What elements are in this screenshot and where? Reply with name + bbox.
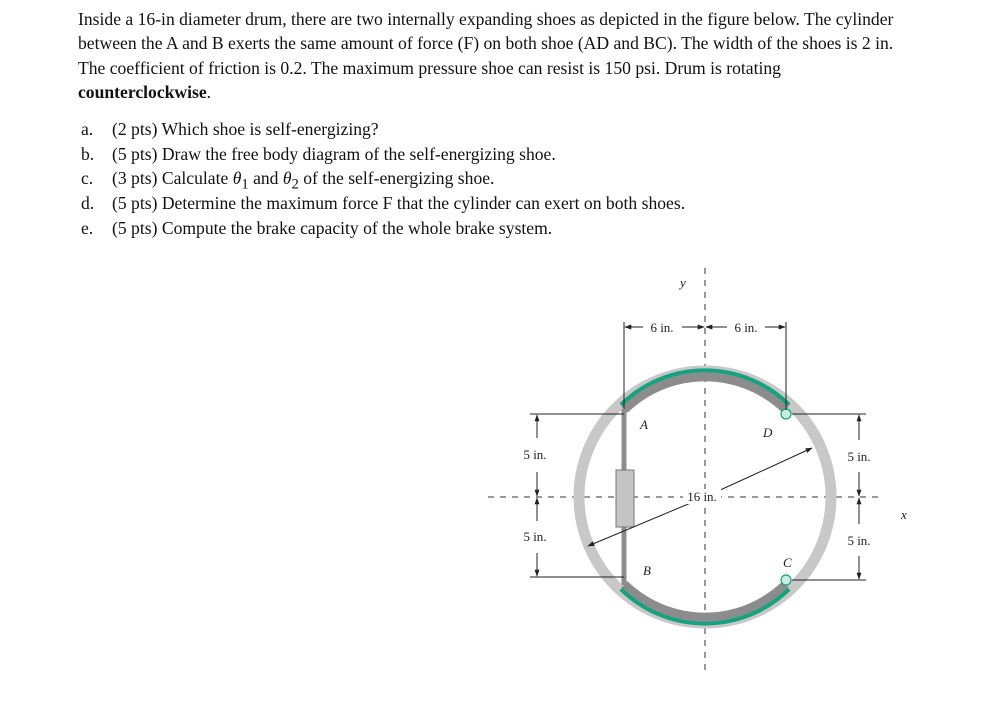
dim-6in-right-label: 6 in.	[734, 320, 758, 335]
theta-subscript: 2	[291, 176, 299, 193]
question-text: (5 pts) Compute the brake capacity of the whole brake system.	[112, 217, 553, 238]
question-text: (5 pts) Determine the maximum force F that the cylinder can exert on both shoes.	[112, 192, 686, 213]
dim-6in-left-label: 6 in.	[650, 320, 674, 335]
question-letter: d.	[81, 192, 95, 213]
point-A-label: A	[640, 417, 648, 432]
question-text-pre: (3 pts) Calculate	[112, 168, 233, 189]
dim-5in-right-bottom-label: 5 in.	[847, 533, 871, 548]
point-C-label: C	[783, 555, 792, 570]
axis-y-label: y	[680, 275, 686, 290]
question-letter: a.	[81, 119, 94, 140]
axis-x-label: x	[901, 507, 907, 522]
question-text: (5 pts) Draw the free body diagram of the self-energizing shoe.	[112, 143, 556, 164]
diameter-label: 16 in.	[687, 489, 717, 504]
theta-symbol: θ	[232, 168, 242, 189]
question-letter: e.	[81, 217, 94, 238]
point-B-label: B	[643, 563, 651, 578]
dim-5in-left-top-label: 5 in.	[523, 447, 547, 462]
diameter-arrow-lower	[588, 497, 705, 546]
diameter-arrow-upper	[705, 448, 812, 497]
question-letter: b.	[81, 143, 95, 164]
pin-C	[781, 575, 791, 585]
theta-subscript: 1	[241, 176, 249, 193]
pin-D	[781, 409, 791, 419]
intro-end: .	[206, 81, 212, 102]
question-text: (2 pts) Which shoe is self-energizing?	[112, 119, 379, 140]
question-letter: c.	[81, 168, 94, 189]
hydraulic-cylinder	[616, 470, 634, 527]
theta-symbol: θ	[282, 168, 292, 189]
rotation-direction: counterclockwise	[78, 81, 207, 102]
intro-text: Inside a 16-in diameter drum, there are two internally expanding shoes as depicted in the figure below. The cylinder between the A and B exerts the same amount of force (F) on both shoe (AD and BC). The width of the shoes is 2 in. The coefficient of friction is 0.2. The maximum pressure shoe can resist is 150 psi. Drum is rotating	[78, 9, 894, 78]
point-D-label: D	[763, 425, 773, 440]
question-text-post: of the self-energizing shoe.	[298, 168, 495, 189]
dim-5in-right-top-label: 5 in.	[847, 449, 871, 464]
dim-5in-left-bottom-label: 5 in.	[523, 529, 547, 544]
question-text-mid: and	[248, 168, 283, 189]
